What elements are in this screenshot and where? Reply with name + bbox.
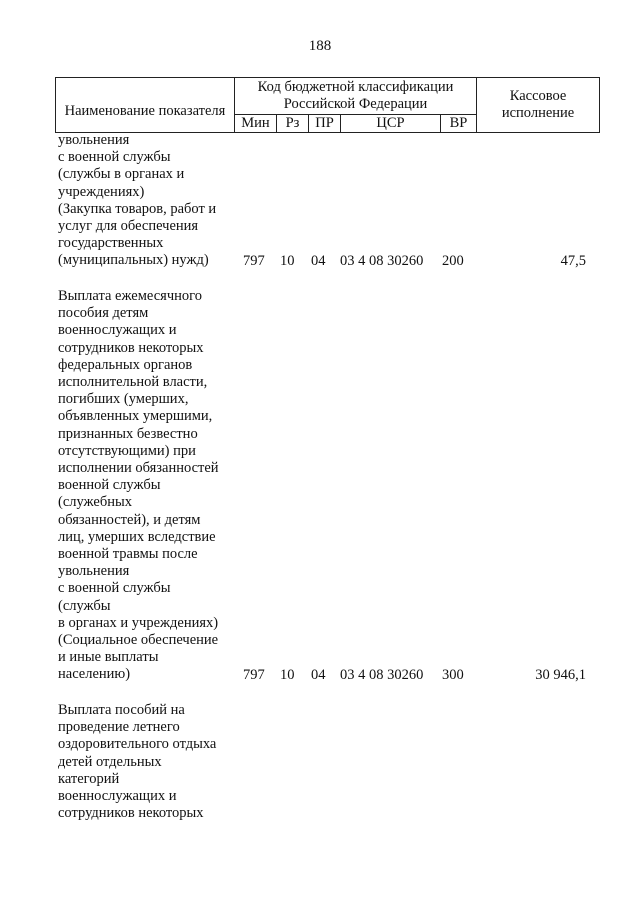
row-2-csr: 03 4 08 30260 — [340, 667, 424, 683]
row-2-min: 797 — [243, 667, 265, 683]
header-name: Наименование показателя — [56, 78, 235, 133]
row-2-rz: 10 — [280, 667, 295, 683]
header-pr: ПР — [309, 115, 341, 133]
row-1-name: увольнения с военной службы (службы в органах и учреждениях) (Закупка товаров, работ и услуг для обеспечения государственных (муниципальных) нужд) — [58, 132, 217, 269]
row-2-pr: 04 — [311, 667, 326, 683]
header-code-group: Код бюджетной классификации Российской Федерации — [235, 78, 477, 115]
row-3-name: Выплата пособий на проведение летнего оздоровительного отдыха детей отдельных категорий военнослужащих и сотрудников некоторых — [58, 702, 217, 822]
row-2-name: Выплата ежемесячного пособия детям военнослужащих и сотрудников некоторых федеральных органов исполнительной власти, погибших (умерших, объявленных умершими, признанных безвестно отсутствующими) при исполнении обязанностей военной службы (служебных обязанностей), и детям лиц, умерших вследствие военной травмы после увольнения с военной службы (службы в органах и учреждениях) (Социальное обеспечение и иные выплаты населению) — [58, 288, 219, 683]
row-1-pr: 04 — [311, 253, 326, 269]
row-1-vr: 200 — [442, 253, 464, 269]
header-rz: Рз — [277, 115, 309, 133]
row-1-rz: 10 — [280, 253, 295, 269]
row-2-sum: 30 946,1 — [535, 667, 586, 683]
row-1-sum: 47,5 — [560, 253, 586, 269]
row-2-vr: 300 — [442, 667, 464, 683]
header-cash: Кассовое исполнение — [477, 78, 600, 133]
page-number: 188 — [308, 38, 332, 54]
row-1-min: 797 — [243, 253, 265, 269]
row-1-csr: 03 4 08 30260 — [340, 253, 424, 269]
table-header — [55, 77, 600, 133]
header-vr: ВР — [441, 115, 477, 133]
header-csr: ЦСР — [341, 115, 441, 133]
header-min: Мин — [235, 115, 277, 133]
